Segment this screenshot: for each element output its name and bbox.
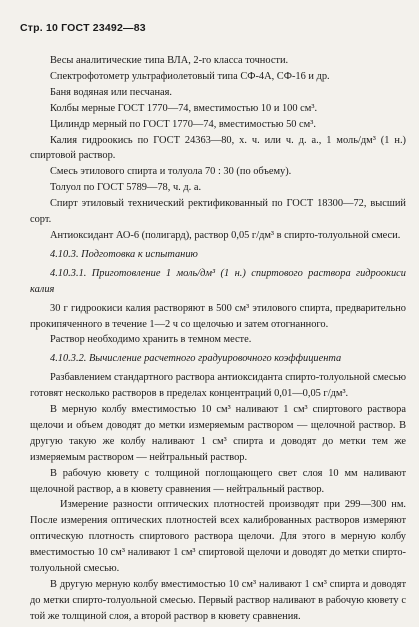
paragraph: Спектрофотометр ультрафиолетовый типа СФ-4А, СФ-16 и др. — [50, 70, 330, 82]
paragraph: В мерную колбу вместимостью 10 см³ наливают 1 см³ спиртового раствора щелочи и объем доводят до метки измеряемым раствором — щелочной раствор. В другую такую же колбу наливают 1 см³ спирта и доводят до метки тем же измеряемым раствором — нейтральный раствор. — [30, 404, 406, 463]
subsection-heading: 4.10.3.1. Приготовление 1 моль/дм³ (1 н.) спиртового раствора гидроокиси калия — [30, 267, 406, 295]
paragraph: 30 г гидроокиси калия растворяют в 500 см³ этилового спирта, предварительно прокипяченного в течение 1—2 ч со щелочью и затем отогнанного. — [30, 302, 406, 330]
paragraph: В рабочую кювету с толщиной поглощающего свет слоя 10 мм наливают щелочной раствор, а в кювету сравнения — нейтральный раствор. — [30, 467, 406, 495]
paragraph: Весы аналитические типа ВЛА, 2-го класса точности. — [50, 55, 289, 66]
paragraph: Цилиндр мерный по ГОСТ 1770—74, вместимостью 50 см³. — [50, 118, 316, 130]
paragraph: Колбы мерные ГОСТ 1770—74, вместимостью 10 и 100 см³. — [50, 102, 318, 114]
paragraph: В другую мерную колбу вместимостью 10 см³ наливают 1 см³ спирта и доводят до метки спирто-толуольной смесью. Первый раствор наливают в рабочую кювету с той же толщиной слоя, а второй раствор в кювету сравнения. — [30, 579, 406, 622]
section-heading: 4.10.3. Подготовка к испытанию — [50, 248, 198, 260]
page-header: Стр. 10 ГОСТ 23492—83 — [20, 22, 146, 34]
paragraph: Калия гидроокись по ГОСТ 24363—80, х. ч. или ч. д. а., 1 моль/дм³ (1 н.) спиртовой раствор. — [30, 134, 406, 162]
document-body — [30, 53, 406, 625]
paragraph: Раствор необходимо хранить в темном месте. — [50, 334, 252, 346]
paragraph: Разбавлением стандартного раствора антиоксиданта спирто-толуольной смесью готовят несколько растворов в пределах концентраций 0,01—0,05 г/дм³. — [30, 372, 406, 400]
paragraph: Спирт этиловый технический ректификованный по ГОСТ 18300—72, высший сорт. — [30, 198, 406, 226]
subsection-heading: 4.10.3.2. Вычисление расчетного градуировочного коэффициента — [50, 353, 342, 365]
paragraph: Измерение разности оптических плотностей производят при 299—300 нм. После измерения оптических плотностей всех калиброванных растворов измеряют оптическую плотность спиртового раствора щелочи. Для этого в мерную колбу вместимостью 10 см³ наливают 1 см³ спиртовой щелочи и доводят до метки спирто-толуольной смесью. — [30, 499, 406, 575]
paragraph: Толуол по ГОСТ 5789—78, ч. д. а. — [50, 182, 202, 194]
paragraph: Баня водяная или песчаная. — [50, 86, 172, 98]
paragraph: Смесь этилового спирта и толуола 70 : 30 (по объему). — [50, 166, 292, 178]
paragraph: Антиоксидант АО-6 (полигард), раствор 0,05 г/дм³ в спирто-толуольной смеси. — [50, 229, 401, 241]
